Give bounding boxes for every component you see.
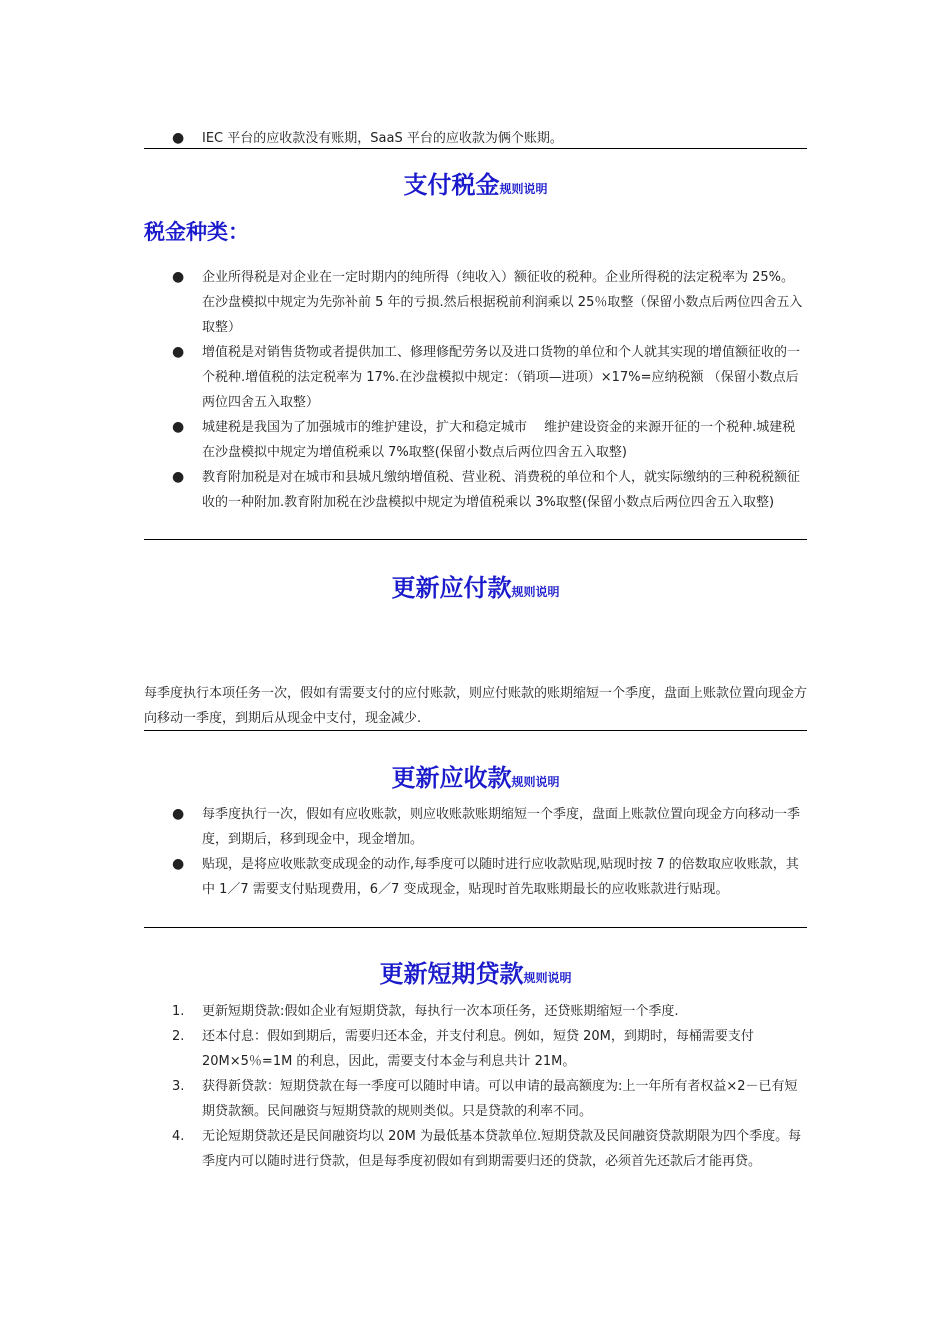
loans-list	[144, 999, 807, 1174]
bullet-icon: ●	[172, 806, 185, 822]
bullet-icon: ●	[172, 130, 185, 146]
section-title-tax: 支付税金规则说明	[403, 170, 548, 199]
list-item: ● 贴现，是将应收账款变成现金的动作,每季度可以随时进行应收款贴现,贴现时按 7 的倍数取应收账款，其中 1／7 需要支付贴现费用，6／7 变成现金，贴现时首先取账期最长的应收账款进行贴现。	[144, 852, 807, 902]
payables-text: 每季度执行本项任务一次，假如有需要支付的应付账款，则应付账款的账期缩短一个季度，盘面上账款位置向现金方向移动一季度，到期后从现金中支付，现金减少.	[144, 686, 808, 726]
list-item: 2. 还本付息：假如到期后，需要归还本金，并支付利息。例如，短贷 20M，到期时，每桶需要支付 20M×5％=1M 的利息，因此，需要支付本金与利息共计 21M。	[172, 1029, 754, 1069]
section-title-loans: 更新短期贷款规则说明	[379, 959, 572, 988]
list-item: 4. 无论短期贷款还是民间融资均以 20M 为最低基本贷款单位.短期贷款及民间融资贷款期限为四个季度。每季度内可以随时进行贷款，但是每季度初假如有到期需要归还的贷款，必须首先还款后才能再贷。	[172, 1129, 802, 1169]
bullet-icon: ●	[172, 344, 185, 360]
divider	[144, 148, 807, 149]
divider	[144, 539, 807, 540]
section-title-receivables: 更新应收款规则说明	[391, 763, 560, 792]
bullet-icon: ●	[172, 856, 185, 872]
bullet-icon: ●	[172, 269, 185, 285]
tax-list	[144, 265, 807, 515]
list-item: ● 城建税是我国为了加强城市的维护建设，扩大和稳定城市 维护建设资金的来源开征的一个税种.城建税在沙盘模拟中规定为增值税乘以 7%取整(保留小数点后两位四舍五入取整)	[144, 415, 807, 465]
list-item: 1. 更新短期贷款:假如企业有短期贷款，每执行一次本项任务，还贷账期缩短一个季度.	[172, 1004, 679, 1019]
tax-types-heading: 税金种类：	[144, 220, 249, 244]
divider	[144, 730, 807, 731]
list-item: 3. 获得新贷款：短期贷款在每一季度可以随时申请。可以申请的最高额度为:上一年所有者权益×2－已有短期贷款额。民间融资与短期贷款的规则类似。只是贷款的利率不同。	[172, 1079, 798, 1119]
receivables-list	[144, 802, 807, 902]
divider	[144, 927, 807, 928]
list-item: ● IEC 平台的应收款没有账期，SaaS 平台的应收款为俩个账期。	[144, 126, 807, 151]
section-title-payables: 更新应付款规则说明	[391, 573, 560, 602]
list-item: ● 教育附加税是对在城市和县城凡缴纳增值税、营业税、消费税的单位和个人，就实际缴纳的三种税税额征收的一种附加.教育附加税在沙盘模拟中规定为增值税乘以 3%取整(保留小数点后两位四舍五入取整)	[144, 465, 807, 515]
list-item: ● 企业所得税是对企业在一定时期内的纯所得（纯收入）额征收的税种。企业所得税的法定税率为 25%。在沙盘模拟中规定为先弥补前 5 年的亏损.然后根据税前利润乘以 25％取整（保留小数点后两位四舍五入取整）	[144, 265, 807, 340]
bullet-icon: ●	[172, 419, 185, 435]
list-item: ● 增值税是对销售货物或者提供加工、修理修配劳务以及进口货物的单位和个人就其实现的增值额征收的一个税种.增值税的法定税率为 17%.在沙盘模拟中规定：（销项—进项）×17%=应纳税额 （保留小数点后两位四舍五入取整）	[144, 340, 807, 415]
bullet-icon: ●	[172, 469, 185, 485]
list-item: ● 每季度执行一次，假如有应收账款，则应收账款账期缩短一个季度，盘面上账款位置向现金方向移动一季度，到期后，移到现金中，现金增加。	[144, 802, 807, 852]
